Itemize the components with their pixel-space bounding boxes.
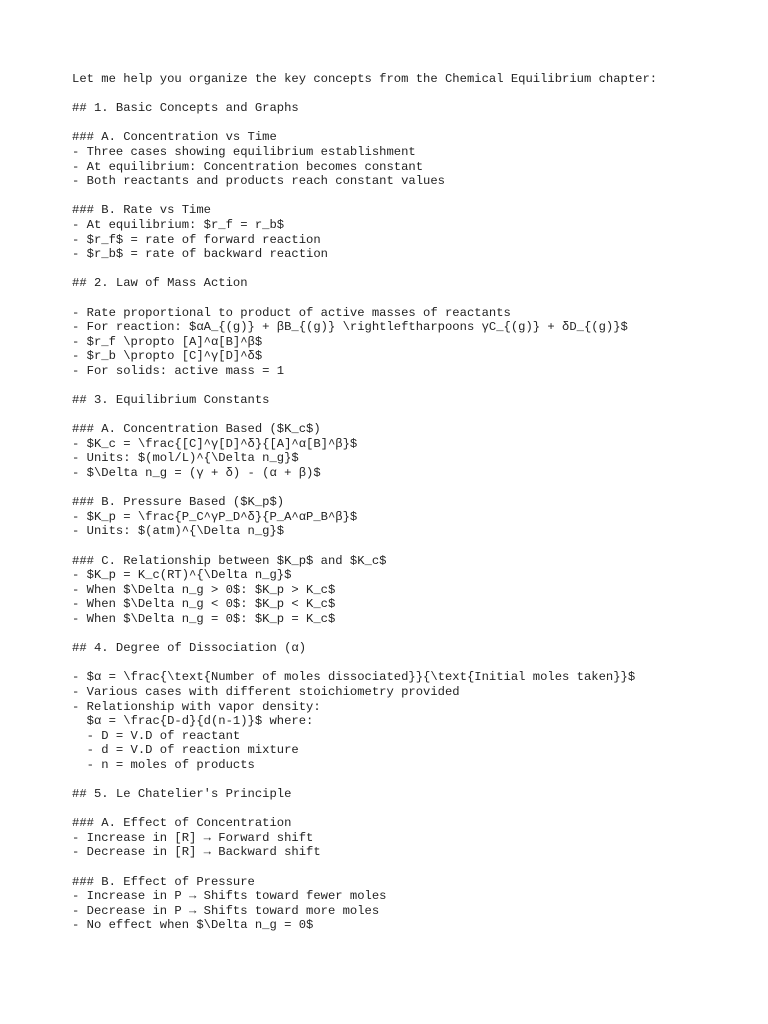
section-heading: ## 1. Basic Concepts and Graphs [72,101,299,116]
bullet-item: - Both reactants and products reach constant values [72,174,445,189]
bullet-item: - At equilibrium: Concentration becomes constant [72,159,424,174]
bullet-item: - For reaction: $αA_{(g)} + βB_{(g)} \rightleftharpoons γC_{(g)} + δD_{(g)}$ [72,320,628,335]
blank-line [72,656,752,671]
blank-line [72,378,752,393]
bullet-item: - $r_f \propto [A]^α[B]^β$ [72,334,263,349]
text-line: Let me help you organize the key concepts from the Chemical Equilibrium chapter: [72,72,658,86]
blank-line [72,802,752,817]
text-line: $α = \frac{D-d}{d(n-1)}$ where: [72,714,314,729]
blank-line [72,627,752,642]
section-heading: ## 3. Equilibrium Constants [72,393,270,408]
blank-line [72,291,752,306]
bullet-item: - $r_f$ = rate of forward reaction [72,232,321,247]
bullet-item: - Units: $(atm)^{\Delta n_g}$ [72,524,285,539]
bullet-item: - $K_p = K_c(RT)^{\Delta n_g}$ [72,568,292,583]
bullet-item: - Decrease in P → Shifts toward more moles [72,903,380,918]
subsection-heading: ### B. Pressure Based ($K_p$) [72,495,285,510]
bullet-item: - When $\Delta n_g < 0$: $K_p < K_c$ [72,597,336,612]
bullet-item: - For solids: active mass = 1 [72,363,285,378]
bullet-item: - $K_c = \frac{[C]^γ[D]^δ}{[A]^α[B]^β}$ [72,436,358,451]
subsection-heading: ### A. Effect of Concentration [72,816,292,831]
bullet-item: - No effect when $\Delta n_g = 0$ [72,918,314,933]
bullet-item: - n = moles of products [72,757,255,772]
blank-line [72,481,752,496]
bullet-item: - When $\Delta n_g = 0$: $K_p = K_c$ [72,611,336,626]
section-heading: ## 5. Le Chatelier's Principle [72,787,292,802]
blank-line [72,262,752,277]
blank-line [72,860,752,875]
bullet-item: - $r_b$ = rate of backward reaction [72,247,328,262]
bullet-item: - $α = \frac{\text{Number of moles dissociated}}{\text{Initial moles taken}}$ [72,670,636,685]
blank-line [72,189,752,204]
section-heading: ## 4. Degree of Dissociation (α) [72,641,307,656]
bullet-item: - Rate proportional to product of active masses of reactants [72,305,511,320]
subsection-heading: ### A. Concentration vs Time [72,130,277,145]
bullet-item: - Various cases with different stoichiometry provided [72,684,460,699]
document-body [72,72,752,933]
blank-line [72,773,752,788]
blank-line [72,539,752,554]
bullet-item: - $\Delta n_g = (γ + δ) - (α + β)$ [72,466,321,481]
bullet-item: - When $\Delta n_g > 0$: $K_p > K_c$ [72,582,336,597]
bullet-item: - Increase in P → Shifts toward fewer moles [72,889,387,904]
bullet-item: - $K_p = \frac{P_C^γP_D^δ}{P_A^αP_B^β}$ [72,509,358,524]
subsection-heading: ### C. Relationship between $K_p$ and $K_c$ [72,553,387,568]
bullet-item: - Relationship with vapor density: [72,699,321,714]
bullet-item: - $r_b \propto [C]^γ[D]^δ$ [72,349,263,364]
blank-line [72,408,752,423]
subsection-heading: ### A. Concentration Based ($K_c$) [72,422,321,437]
bullet-item: - Decrease in [R] → Backward shift [72,845,321,860]
bullet-item: - Three cases showing equilibrium establishment [72,144,416,159]
bullet-item: - Increase in [R] → Forward shift [72,830,314,845]
bullet-item: - D = V.D of reactant [72,728,241,743]
bullet-item: - Units: $(mol/L)^{\Delta n_g}$ [72,451,299,466]
blank-line [72,87,752,102]
bullet-item: - d = V.D of reaction mixture [72,743,299,758]
bullet-item: - At equilibrium: $r_f = r_b$ [72,217,285,232]
blank-line [72,116,752,131]
section-heading: ## 2. Law of Mass Action [72,276,248,291]
subsection-heading: ### B. Rate vs Time [72,203,211,218]
subsection-heading: ### B. Effect of Pressure [72,874,255,889]
